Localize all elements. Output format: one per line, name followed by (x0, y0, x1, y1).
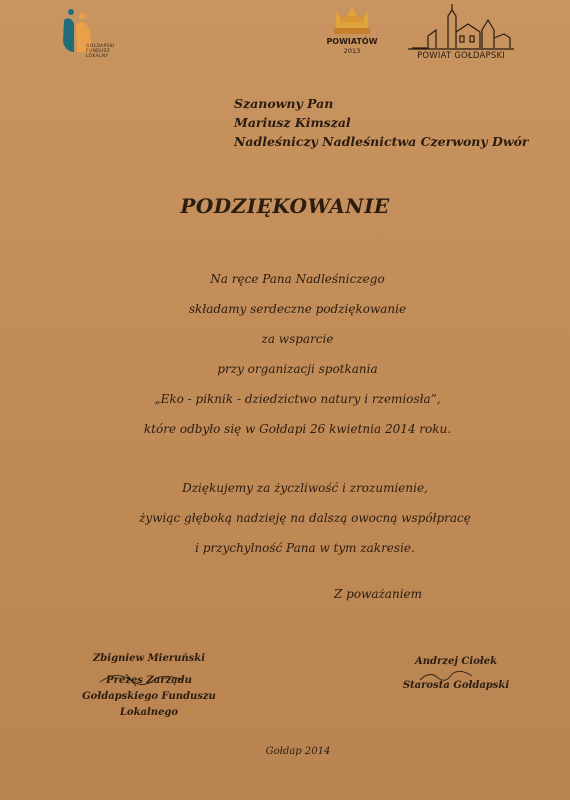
recipient-salutation: Szanowny Pan (234, 96, 334, 111)
body-line: przy organizacji spotkania (217, 362, 378, 376)
signatory-right (396, 654, 516, 694)
signatory-left-role: Lokalnego (119, 707, 179, 718)
right-logo-caption: POWIAT GOŁDAPSKI (417, 51, 505, 61)
body-line: które odbyło się w Gołdapi 26 kwietnia 2014 roku. (143, 422, 452, 436)
document-title: PODZIĘKOWANIE (180, 194, 390, 218)
left-logo-line: LOKALNY (86, 54, 109, 59)
left-logo-caption (86, 44, 115, 59)
left-logo-line: GOŁDAPSKI (86, 44, 115, 49)
body-line: składamy serdeczne podziękowanie (188, 302, 407, 316)
signatory-left-role: Gołdapskiego Funduszu (82, 691, 216, 702)
signatory-right-name: Andrzej Ciołek (415, 656, 497, 667)
middle-logo-year: 2013 (343, 47, 361, 55)
middle-logo-word: POWIATÓW (326, 37, 378, 46)
body-line: Dziękujemy za życzliwość i zrozumienie, (182, 481, 428, 495)
body-line: za wsparcie (261, 332, 334, 346)
signatory-right-role: Starosta Gołdapski (402, 680, 510, 691)
crown-emblem-icon (322, 4, 382, 68)
body-paragraph (0, 264, 570, 444)
left-logo-line: FUNDUSZ (86, 49, 111, 54)
closing-phrase: Z poważaniem (334, 587, 423, 601)
body-line: Na ręce Pana Nadleśniczego (210, 272, 385, 286)
signatory-left (64, 651, 234, 721)
second-paragraph (0, 473, 570, 563)
recipient-name: Mariusz Kimszal (234, 115, 351, 130)
signatory-left-role: Prezes Zarządu (106, 675, 192, 686)
place-date: Gołdap 2014 (265, 746, 331, 757)
body-line: i przychylność Pana w tym zakresie. (195, 541, 415, 555)
body-line: żywiąc głęboką nadzieję na dalszą owocną współpracę (139, 511, 471, 525)
body-line: „Eko - piknik - dziedzictwo natury i rzemiosła”, (154, 392, 441, 406)
recipient-position: Nadleśniczy Nadleśnictwa Czerwony Dwór (234, 134, 529, 149)
signatory-left-name: Zbigniew Mieruński (92, 653, 205, 664)
recipient-block (234, 94, 529, 151)
